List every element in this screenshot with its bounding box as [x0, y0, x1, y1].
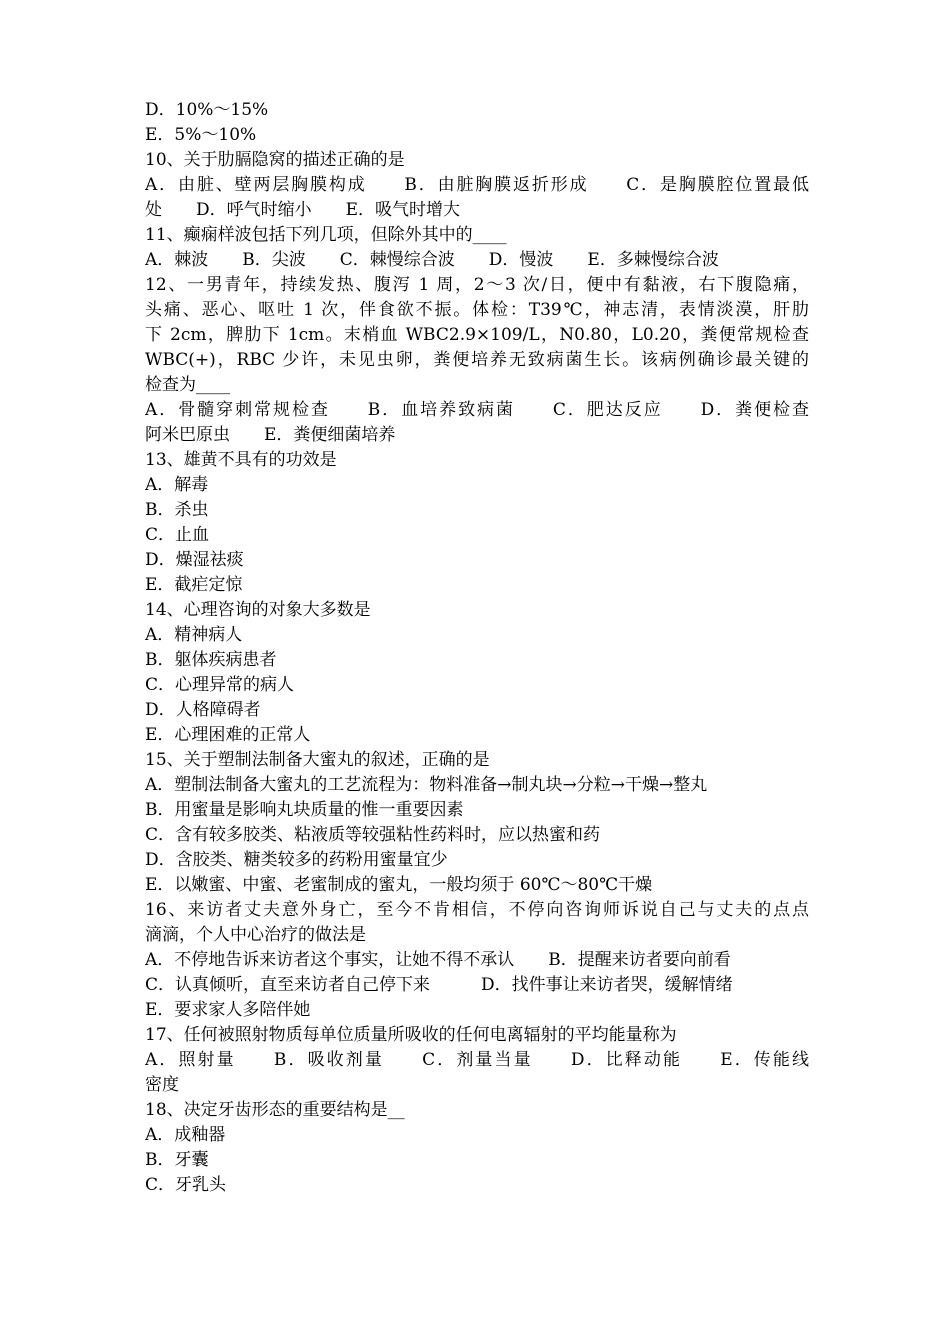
text-line: A．骨髓穿刺常规检查 B．血培养致病菌 C．肥达反应 D．粪便检查 — [145, 400, 809, 420]
answer-option: A．解毒 — [145, 475, 209, 495]
document-page — [145, 98, 809, 1198]
answer-option: B．牙囊 — [145, 1150, 209, 1170]
question-stem: 18、决定牙齿形态的重要结构是__ — [145, 1100, 405, 1120]
answer-option: C．心理异常的病人 — [145, 675, 295, 695]
answer-option: D．人格障碍者 — [145, 700, 261, 720]
text-line: A．照射量 B．吸收剂量 C．剂量当量 D．比释动能 E．传能线 — [145, 1050, 809, 1070]
answer-option: A．成釉器 — [145, 1125, 226, 1145]
question-stem: 14、心理咨询的对象大多数是 — [145, 600, 371, 620]
answer-option: E．截疟定惊 — [145, 575, 243, 595]
text-line: A．由脏、壁两层胸膜构成 B．由脏胸膜返折形成 C．是胸膜腔位置最低 — [145, 175, 809, 195]
text-line: 处 D．呼气时缩小 E．吸气时增大 — [145, 200, 461, 220]
question-stem: 10、关于肋膈隐窝的描述正确的是 — [145, 150, 405, 170]
answer-option: C．止血 — [145, 525, 210, 545]
answer-option: C．含有较多胶类、粘液质等较强粘性药料时，应以热蜜和药 — [145, 825, 601, 845]
text-line: E．5%～10% — [145, 125, 257, 145]
text-line: 头痛、恶心、呕吐 1 次，伴食欲不振。体检：T39℃，神志清，表情淡漠，肝肋 — [145, 300, 809, 320]
question-stem: 16、来访者丈夫意外身亡，至今不肯相信，不停向咨询师诉说自己与丈夫的点点 — [145, 900, 809, 920]
answer-option: B．杀虫 — [145, 500, 209, 520]
answer-option: D．含胶类、糖类较多的药粉用蜜量宜少 — [145, 850, 448, 870]
answer-option: E．心理困难的正常人 — [145, 725, 311, 745]
text-line: 下 2cm，脾肋下 1cm。末梢血 WBC2.9×109/L，N0.80，L0.20，粪便常规检查 — [145, 325, 809, 345]
text-line: 检查为____ — [145, 375, 230, 395]
question-stem: 13、雄黄不具有的功效是 — [145, 450, 337, 470]
text-line: C．认真倾听，直至来访者自己停下来 D．找件事让来访者哭，缓解情绪 — [145, 975, 733, 995]
answer-option: B．用蜜量是影响丸块质量的惟一重要因素 — [145, 800, 464, 820]
answer-option: B．躯体疾病患者 — [145, 650, 277, 670]
text-line: A．棘波 B．尖波 C．棘慢综合波 D．慢波 E．多棘慢综合波 — [145, 250, 719, 270]
question-stem: 15、关于塑制法制备大蜜丸的叙述，正确的是 — [145, 750, 490, 770]
question-stem: 12、一男青年，持续发热、腹泻 1 周，2～3 次/日，便中有黏液，右下腹隐痛， — [145, 275, 809, 295]
answer-option: A．精神病人 — [145, 625, 243, 645]
question-stem: 17、任何被照射物质每单位质量所吸收的任何电离辐射的平均能量称为 — [145, 1025, 677, 1045]
text-line: WBC(+)，RBC 少许，未见虫卵，粪便培养无致病菌生长。该病例确诊最关键的 — [145, 350, 809, 370]
answer-option: D．燥湿祛痰 — [145, 550, 244, 570]
text-line: A．不停地告诉来访者这个事实，让她不得不承认 B．提醒来访者要向前看 — [145, 950, 731, 970]
question-stem: 11、癫痫样波包括下列几项，但除外其中的____ — [145, 225, 507, 245]
answer-option: C．牙乳头 — [145, 1175, 227, 1195]
text-line: 密度 — [145, 1075, 179, 1095]
text-line: 滴滴，个人中心治疗的做法是 — [145, 925, 366, 945]
answer-option: E．以嫩蜜、中蜜、老蜜制成的蜜丸，一般均须于 60℃～80℃干燥 — [145, 875, 653, 895]
text-line: E．要求家人多陪伴她 — [145, 1000, 311, 1020]
text-line: D．10%～15% — [145, 100, 269, 120]
text-line: 阿米巴原虫 E．粪便细菌培养 — [145, 425, 396, 445]
answer-option: A．塑制法制备大蜜丸的工艺流程为：物料准备→制丸块→分粒→干燥→整丸 — [145, 775, 708, 795]
